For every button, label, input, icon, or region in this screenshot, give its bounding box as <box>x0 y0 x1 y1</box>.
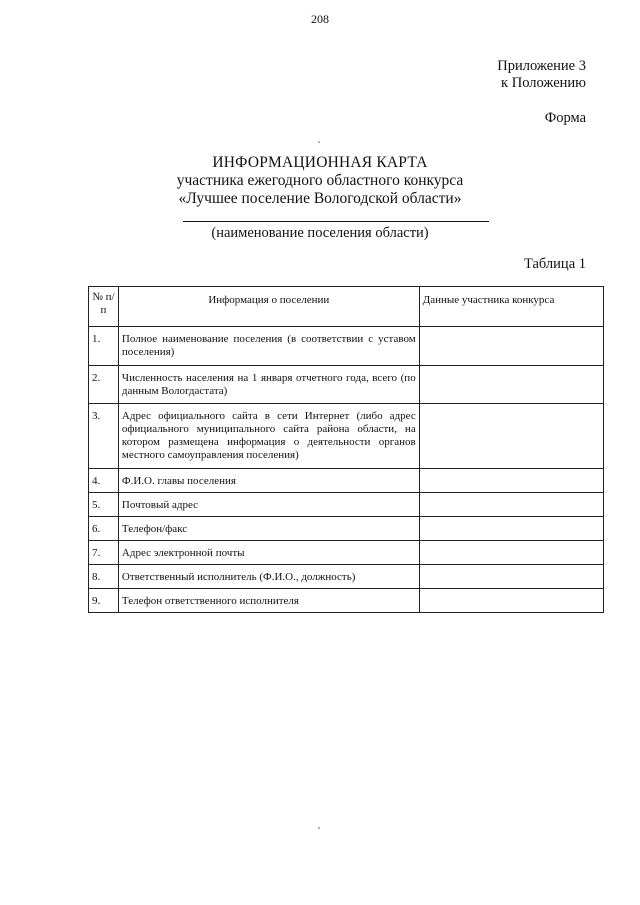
table-row <box>89 493 604 517</box>
table-row <box>89 565 604 589</box>
table-row <box>89 469 604 493</box>
header-num: № п/п <box>89 287 119 327</box>
row-info: Численность населения на 1 января отчетного года, всего (по данным Вологдастата) <box>118 366 419 404</box>
row-info: Ф.И.О. главы поселения <box>118 469 419 493</box>
table-header-row <box>89 287 604 327</box>
appendix-reference <box>497 58 586 92</box>
row-info: Адрес электронной почты <box>118 541 419 565</box>
settlement-name-caption: (наименование поселения области) <box>211 225 429 241</box>
appendix-line-2: к Положению <box>501 75 586 91</box>
appendix-line-1: Приложение 3 <box>497 58 586 74</box>
row-info: Телефон/факс <box>118 517 419 541</box>
table-row <box>89 327 604 366</box>
title-line-1: ИНФОРМАЦИОННАЯ КАРТА <box>212 154 428 171</box>
row-data-cell[interactable] <box>419 404 603 469</box>
header-info: Информация о поселении <box>118 287 419 327</box>
form-label: Форма <box>544 110 586 126</box>
row-number: 2. <box>89 366 119 404</box>
row-data-cell[interactable] <box>419 541 603 565</box>
row-data-cell[interactable] <box>419 517 603 541</box>
row-info: Почтовый адрес <box>118 493 419 517</box>
settlement-name-line <box>183 221 489 222</box>
row-data-cell[interactable] <box>419 589 603 613</box>
row-number: 9. <box>89 589 119 613</box>
info-card-table <box>88 286 604 613</box>
row-data-cell[interactable] <box>419 469 603 493</box>
scan-speck <box>318 827 320 829</box>
title-line-3: «Лучшее поселение Вологодской области» <box>178 190 462 207</box>
row-data-cell[interactable] <box>419 493 603 517</box>
row-info: Ответственный исполнитель (Ф.И.О., должность) <box>118 565 419 589</box>
row-number: 5. <box>89 493 119 517</box>
page-number: 208 <box>311 12 329 26</box>
row-number: 8. <box>89 565 119 589</box>
row-number: 7. <box>89 541 119 565</box>
row-info: Полное наименование поселения (в соответствии с уставом поселения) <box>118 327 419 366</box>
table-row <box>89 589 604 613</box>
row-data-cell[interactable] <box>419 565 603 589</box>
row-number: 6. <box>89 517 119 541</box>
scan-speck <box>318 141 320 143</box>
row-number: 4. <box>89 469 119 493</box>
table-row <box>89 517 604 541</box>
header-data: Данные участника конкурса <box>419 287 603 327</box>
row-info: Телефон ответственного исполнителя <box>118 589 419 613</box>
row-number: 3. <box>89 404 119 469</box>
row-info: Адрес официального сайта в сети Интернет (либо адрес официального муниципального сайта района области, на котором размещена информация о деятельности органов местного самоуправления поселения) <box>118 404 419 469</box>
row-data-cell[interactable] <box>419 366 603 404</box>
row-data-cell[interactable] <box>419 327 603 366</box>
table-row <box>89 541 604 565</box>
table-row <box>89 366 604 404</box>
table-row <box>89 404 604 469</box>
table-label: Таблица 1 <box>523 256 586 272</box>
row-number: 1. <box>89 327 119 366</box>
document-title <box>0 154 640 208</box>
title-line-2: участника ежегодного областного конкурса <box>176 172 464 189</box>
